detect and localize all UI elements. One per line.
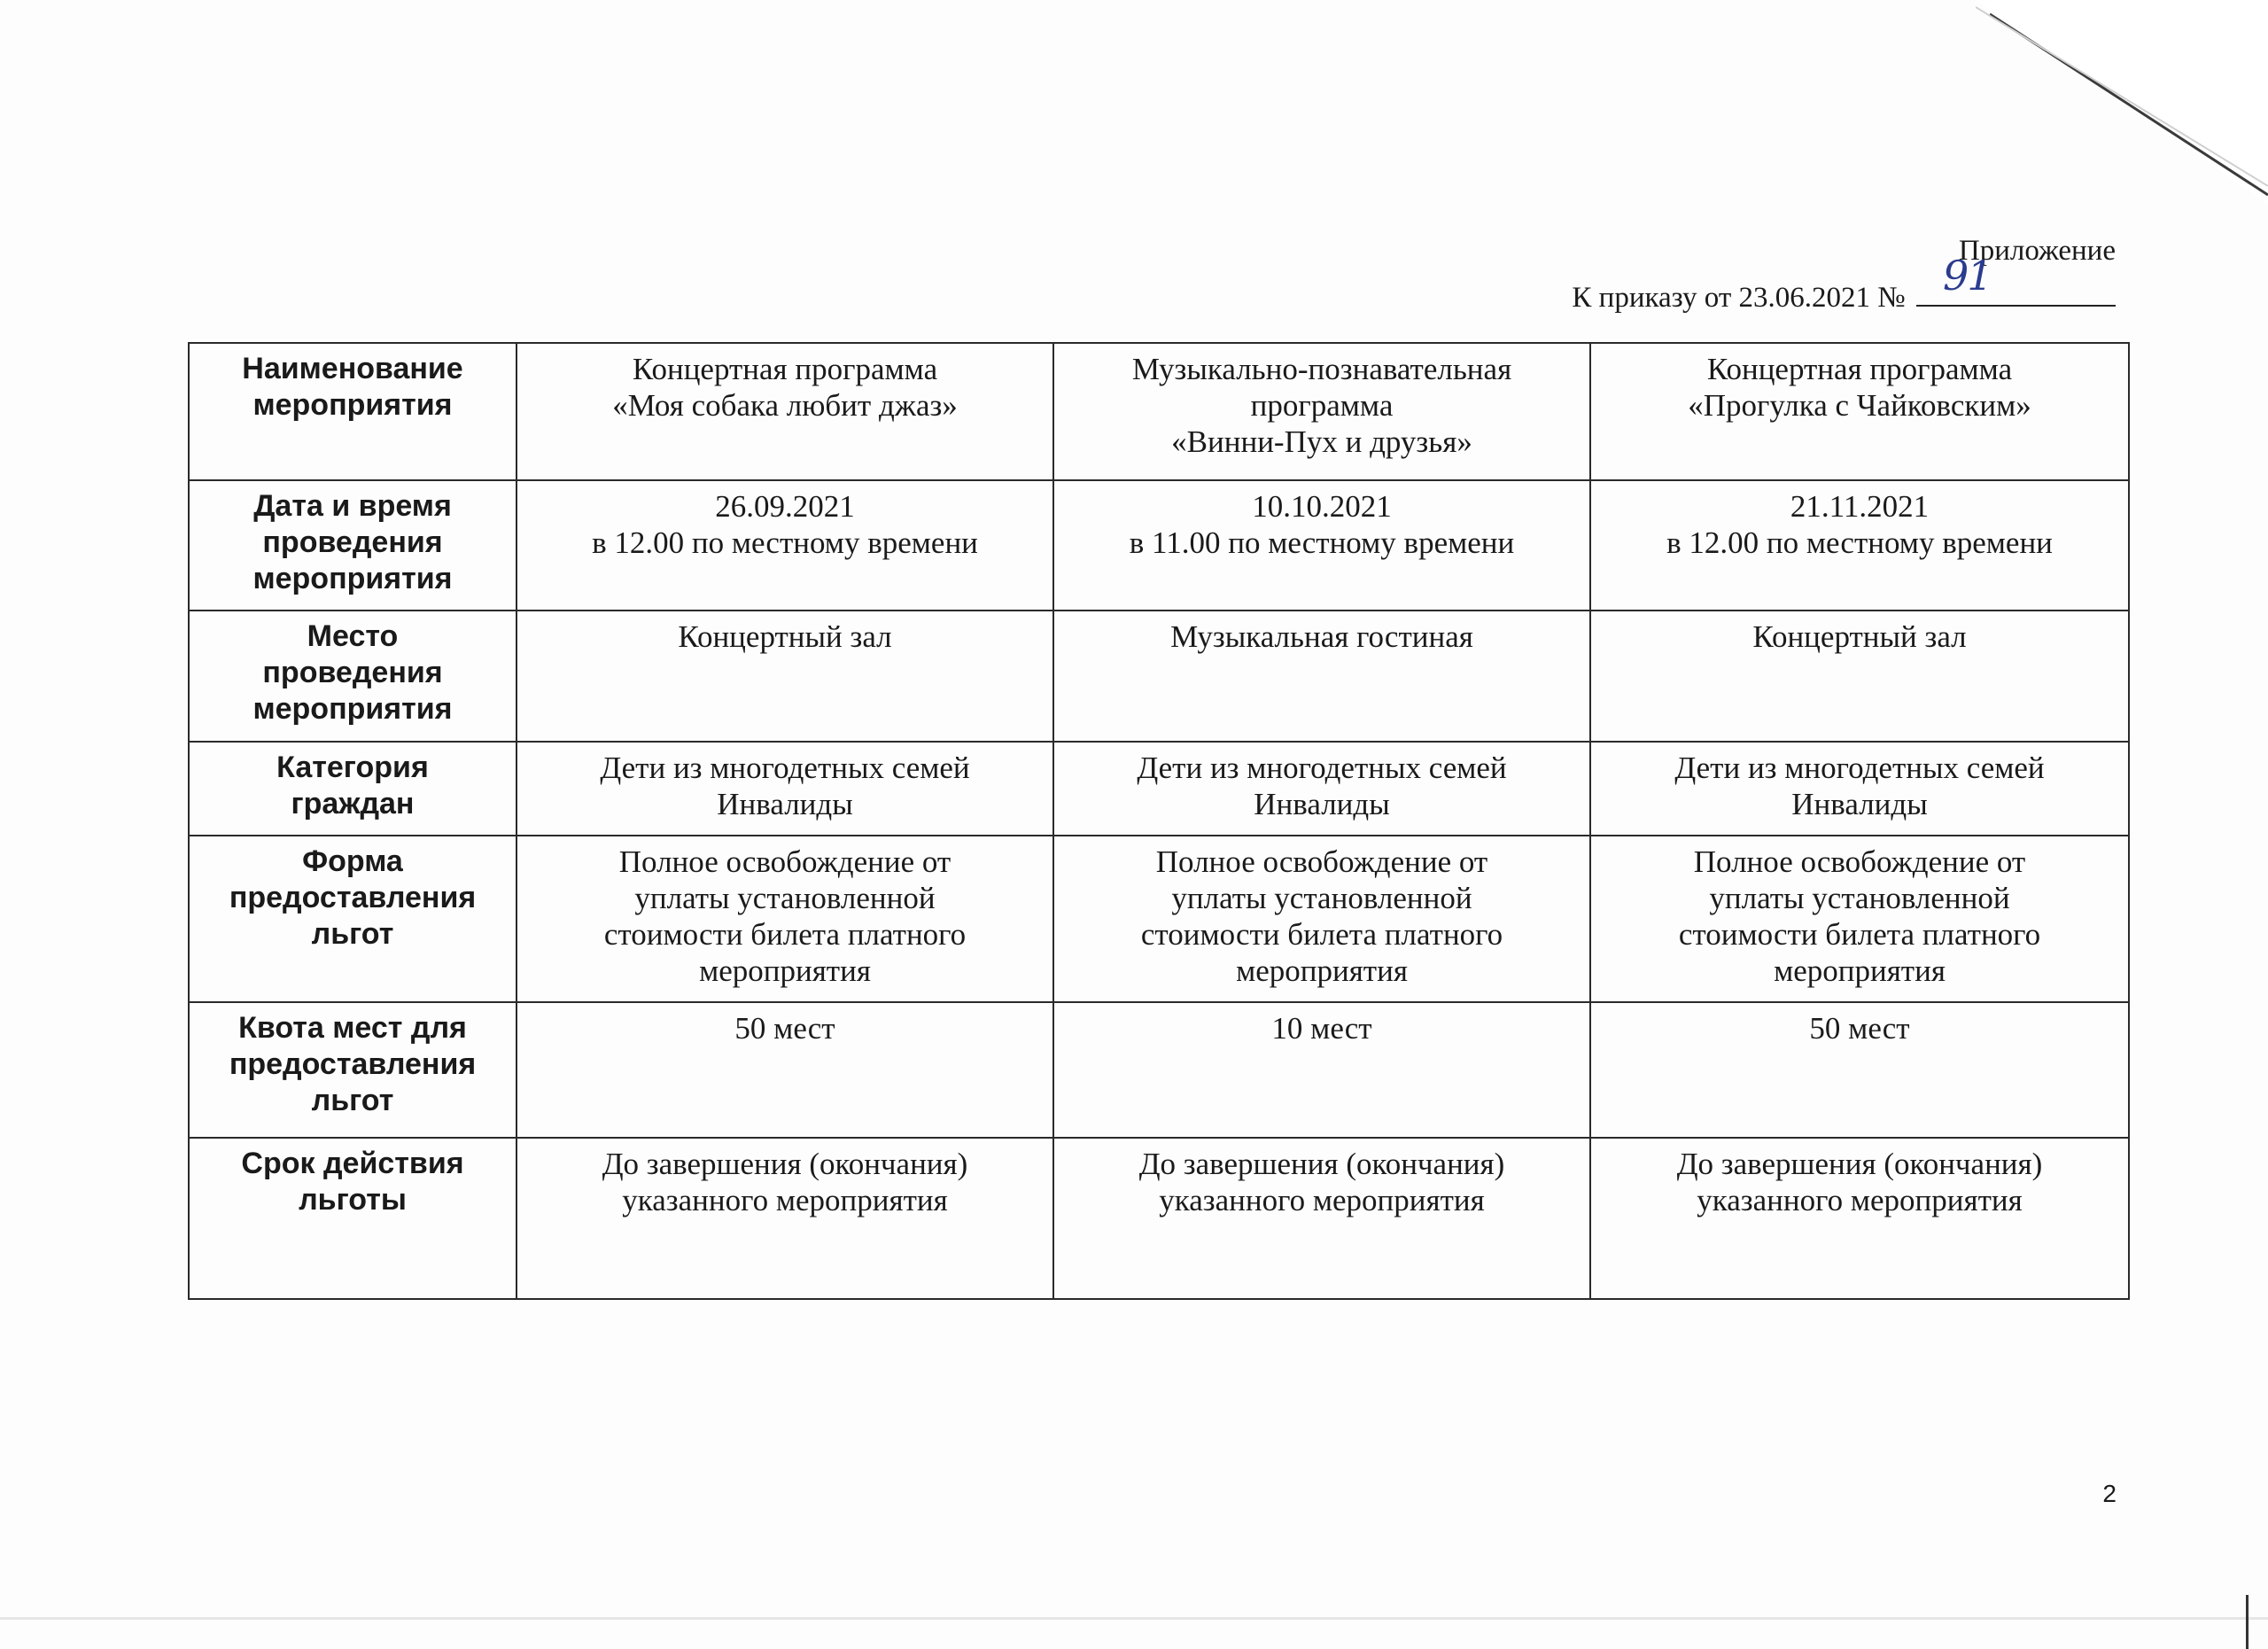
appendix-label: Приложение (1958, 235, 2116, 267)
row-label-line: Категория (276, 751, 429, 784)
table-cell (517, 1138, 1053, 1299)
table-cell (1053, 1002, 1590, 1138)
row-label (189, 480, 517, 611)
cell-text-line: 26.09.2021 (715, 489, 855, 524)
cell-text-line: стоимости билета платного (1678, 917, 2041, 952)
table-cell (517, 742, 1053, 836)
row-label-line: Срок действия (241, 1147, 464, 1180)
row-label-line: Место (307, 619, 399, 653)
cell-text-line: мероприятия (699, 953, 871, 988)
table-cell (1053, 836, 1590, 1002)
table-cell (1590, 1002, 2129, 1138)
cell-text-line: Инвалиды (1254, 787, 1390, 821)
row-label-line: льготы (299, 1183, 407, 1217)
cell-text-line: указанного мероприятия (622, 1183, 948, 1217)
cell-text-line: в 11.00 по местному времени (1129, 525, 1515, 560)
table-row (189, 480, 2129, 611)
cell-text-line: уплаты установленной (634, 881, 936, 915)
row-label (189, 742, 517, 836)
cell-text-line: указанного мероприятия (1697, 1183, 2023, 1217)
cell-text-line: Инвалиды (1791, 787, 1928, 821)
row-label (189, 1002, 517, 1138)
cell-text-line: 10.10.2021 (1252, 489, 1392, 524)
cell-text-line: стоимости билета платного (1140, 917, 1503, 952)
folded-corner (1976, 0, 2268, 204)
cell-text-line: мероприятия (1236, 953, 1408, 988)
table-cell (517, 611, 1053, 742)
cell-text-line: Концертный зал (678, 619, 892, 654)
row-label-line: Наименование (242, 352, 463, 385)
cell-text-line: Полное освобождение от (1693, 844, 2026, 879)
cell-text-line: программа (1250, 388, 1394, 423)
cell-text-line: Инвалиды (717, 787, 853, 821)
row-label (189, 611, 517, 742)
cell-text-line: Дети из многодетных семей (1137, 751, 1507, 785)
row-label-line: граждан (291, 787, 415, 821)
row-label-line: мероприятия (252, 692, 453, 726)
table-cell (1590, 742, 2129, 836)
table-cell (1053, 1138, 1590, 1299)
cell-text-line: Полное освобождение от (618, 844, 951, 879)
cell-text-line: указанного мероприятия (1159, 1183, 1485, 1217)
row-label-line: проведения (262, 525, 443, 559)
order-reference (1572, 252, 2116, 316)
cell-text-line: 50 мест (734, 1011, 835, 1046)
cell-text-line: До завершения (окончания) (1676, 1147, 2043, 1181)
row-label-line: Форма (302, 844, 403, 878)
benefits-table-body (189, 343, 2129, 1299)
table-cell (1053, 611, 1590, 742)
cell-text-line: Полное освобождение от (1155, 844, 1488, 879)
cell-text-line: 10 мест (1271, 1011, 1372, 1046)
cell-text-line: мероприятия (1774, 953, 1946, 988)
cell-text-line: Концертный зал (1752, 619, 1967, 654)
row-label-line: предоставления (229, 1047, 477, 1081)
table-cell (517, 1002, 1053, 1138)
row-label-line: предоставления (229, 881, 477, 914)
table-cell (517, 343, 1053, 480)
row-label-line: мероприятия (252, 388, 453, 422)
cell-text-line: Дети из многодетных семей (1674, 751, 2045, 785)
cell-text-line: Музыкальная гостиная (1170, 619, 1473, 654)
cell-text-line: «Моя собака любит джаз» (612, 388, 958, 423)
cell-text-line: уплаты установленной (1709, 881, 2010, 915)
table-cell (1590, 480, 2129, 611)
cell-text-line: в 12.00 по местному времени (592, 525, 978, 560)
document-header (1572, 232, 2116, 316)
table-row (189, 742, 2129, 836)
table-row (189, 1138, 2129, 1299)
row-label (189, 343, 517, 480)
cell-text-line: До завершения (окончания) (602, 1147, 968, 1181)
table-cell (517, 480, 1053, 611)
benefits-table (188, 342, 2130, 1300)
scan-right-edge (2246, 1595, 2249, 1649)
table-cell (1590, 1138, 2129, 1299)
table-row (189, 611, 2129, 742)
order-number-field (1916, 252, 2116, 307)
row-label-line: проведения (262, 656, 443, 689)
page-number: 2 (2102, 1480, 2117, 1507)
row-label-line: Дата и время (253, 489, 452, 523)
cell-text-line: Дети из многодетных семей (600, 751, 970, 785)
table-row (189, 1002, 2129, 1138)
cell-text-line: «Винни-Пух и друзья» (1171, 424, 1472, 459)
cell-text-line: Концертная программа (632, 352, 938, 386)
cell-text-line: До завершения (окончания) (1138, 1147, 1505, 1181)
order-prefix: К приказу от 23.06.2021 № (1572, 282, 1906, 314)
row-label-line: льгот (311, 1084, 394, 1117)
table-cell (1590, 611, 2129, 742)
cell-text-line: «Прогулка с Чайковским» (1688, 388, 2031, 423)
table-row (189, 343, 2129, 480)
table-cell (1590, 836, 2129, 1002)
handwritten-order-number: 91 (1943, 252, 1992, 299)
scan-bottom-edge (0, 1617, 2268, 1620)
cell-text-line: стоимости билета платного (603, 917, 967, 952)
row-label-line: льгот (311, 917, 394, 951)
row-label (189, 836, 517, 1002)
table-cell (1053, 480, 1590, 611)
table-row (189, 836, 2129, 1002)
table-cell (1053, 742, 1590, 836)
cell-text-line: 50 мест (1809, 1011, 1910, 1046)
row-label-line: мероприятия (252, 562, 453, 595)
table-cell (1053, 343, 1590, 480)
cell-text-line: в 12.00 по местному времени (1666, 525, 2053, 560)
cell-text-line: 21.11.2021 (1790, 489, 1930, 524)
row-label-line: Квота мест для (238, 1011, 467, 1045)
row-label (189, 1138, 517, 1299)
table-cell (517, 836, 1053, 1002)
cell-text-line: Музыкально-познавательная (1131, 352, 1512, 386)
cell-text-line: уплаты установленной (1171, 881, 1472, 915)
table-cell (1590, 343, 2129, 480)
cell-text-line: Концертная программа (1706, 352, 2013, 386)
